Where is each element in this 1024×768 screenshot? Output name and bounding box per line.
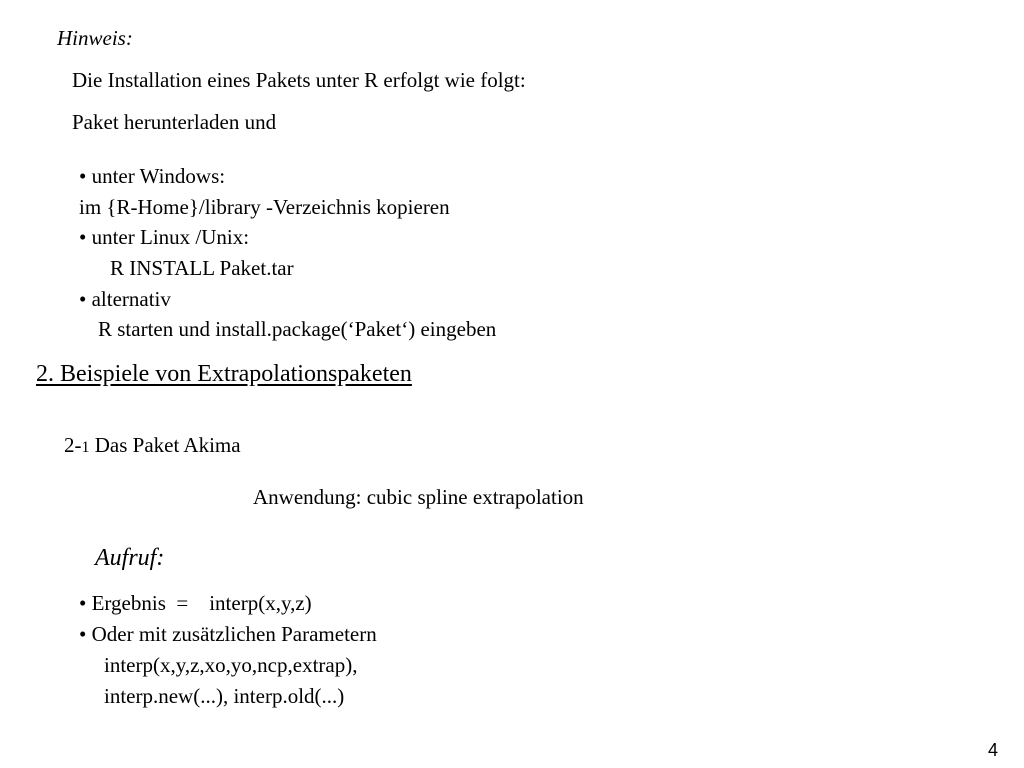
page-number: 4	[988, 740, 999, 760]
bullet-linux: • unter Linux /Unix:	[79, 225, 250, 249]
windows-instruction: im {R-Home}/library -Verzeichnis kopieren	[79, 195, 450, 219]
bullet-parameters: • Oder mit zusätzlichen Parametern	[79, 622, 377, 646]
hinweis-label: Hinweis:	[57, 26, 133, 50]
application-text: Anwendung: cubic spline extrapolation	[253, 485, 584, 509]
subheading-prefix: 2-	[64, 433, 82, 457]
section-heading: 2. Beispiele von Extrapolationspaketen	[36, 361, 412, 387]
bullet-alternative: • alternativ	[79, 287, 171, 311]
interp-variants: interp.new(...), interp.old(...)	[104, 684, 345, 708]
linux-command: R INSTALL Paket.tar	[110, 256, 294, 280]
installation-intro: Die Installation eines Pakets unter R erfolgt wie folgt:	[72, 68, 526, 92]
subheading	[64, 435, 241, 456]
aufruf-label: Aufruf:	[95, 545, 165, 571]
subheading-number: 1	[81, 439, 90, 456]
alternative-instruction: R starten und install.package(‘Paket‘) eingeben	[98, 317, 497, 341]
bullet-result: • Ergebnis = interp(x,y,z)	[79, 591, 312, 615]
interp-call-extended: interp(x,y,z,xo,yo,ncp,extrap),	[104, 653, 358, 677]
download-step: Paket herunterladen und	[72, 110, 277, 134]
bullet-windows: • unter Windows:	[79, 164, 226, 188]
subheading-title: Das Paket Akima	[89, 433, 241, 457]
